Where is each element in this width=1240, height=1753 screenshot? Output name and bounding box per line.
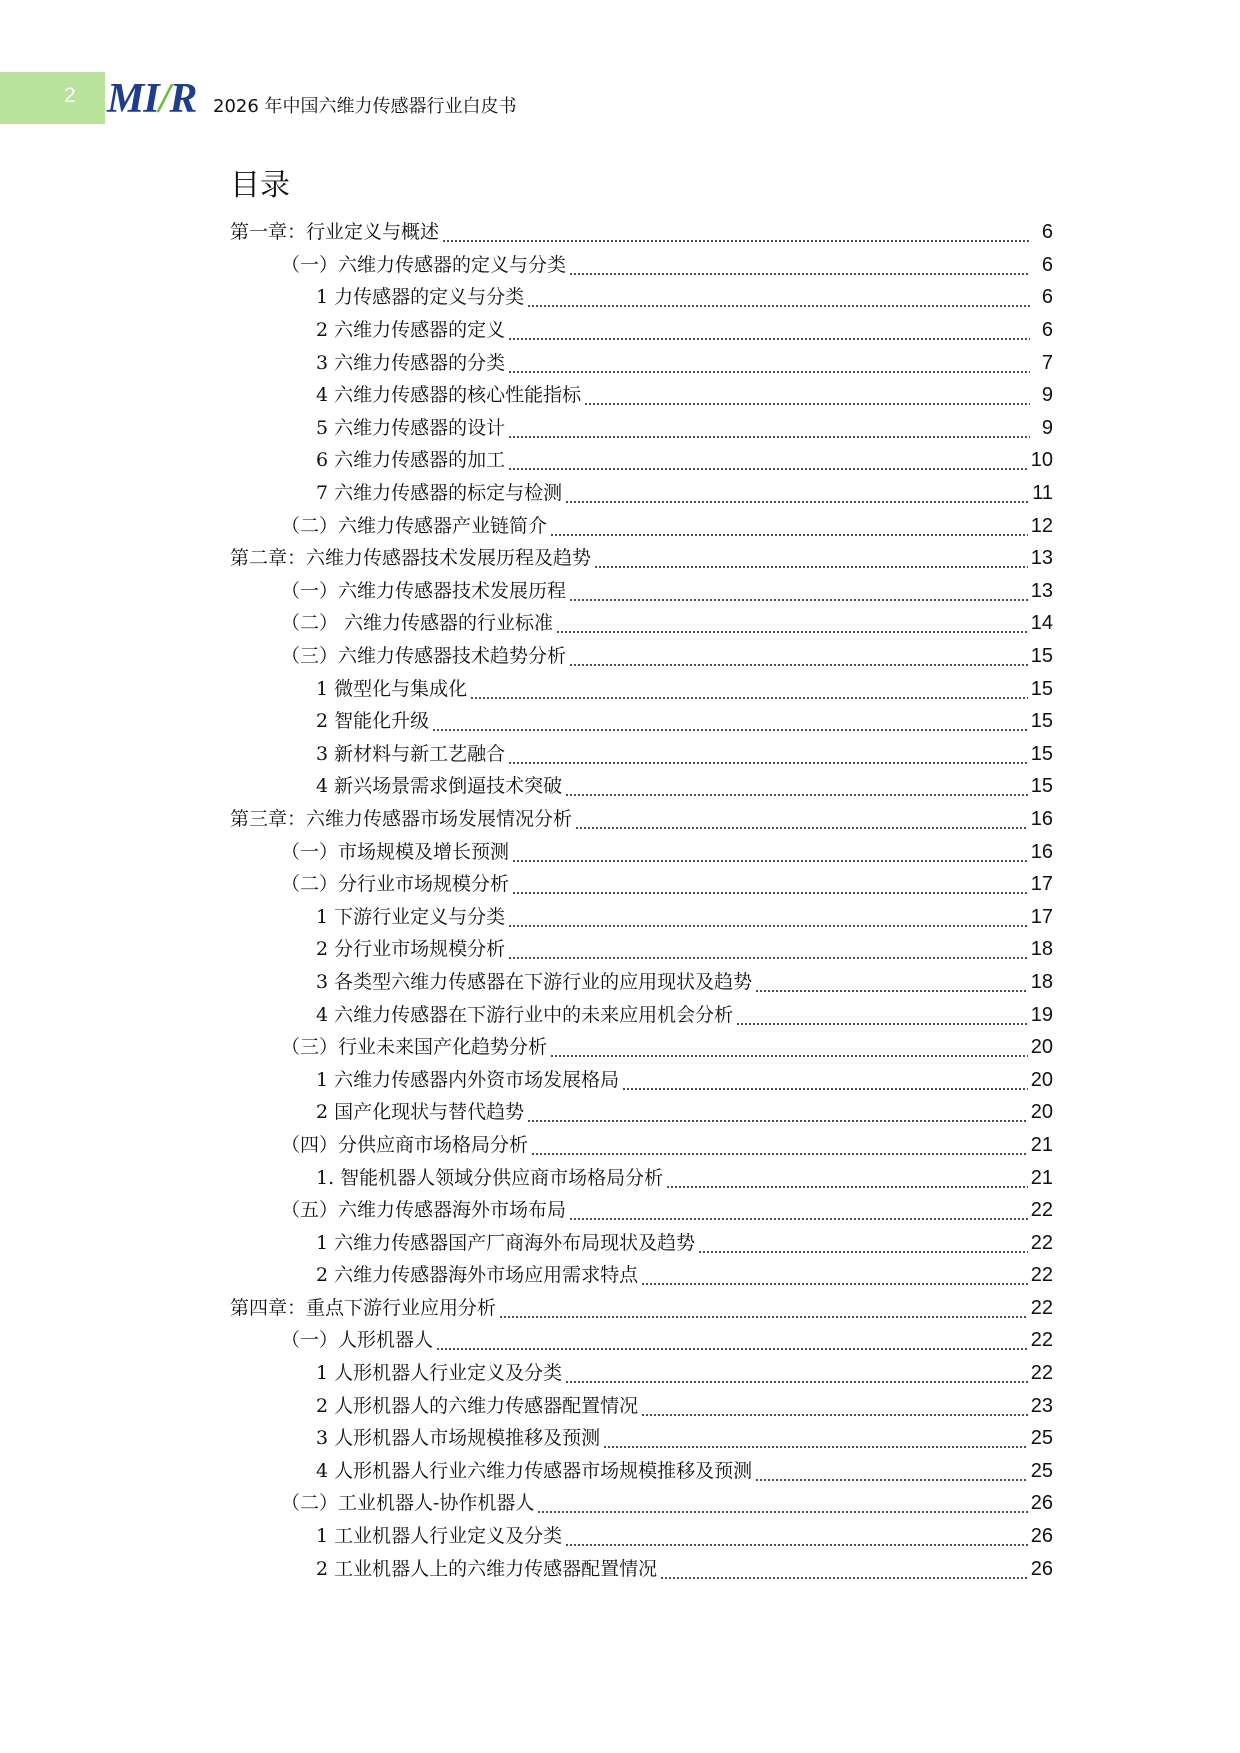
toc-entry[interactable]	[0, 1161, 1053, 1194]
dot-leader	[575, 808, 1028, 830]
toc-entry[interactable]	[0, 1259, 1053, 1292]
page-header	[0, 72, 1240, 124]
toc-entry-title: （一）六维力传感器的定义与分类	[281, 253, 567, 276]
toc-entry-page: 15	[1030, 645, 1053, 668]
document-title: 2026 年中国六维力传感器行业白皮书	[213, 96, 517, 117]
toc-entry[interactable]	[0, 933, 1053, 966]
dot-leader	[442, 221, 1030, 243]
toc-entry-page: 20	[1030, 1101, 1053, 1124]
toc-entry[interactable]	[0, 1063, 1053, 1096]
toc-entry[interactable]	[0, 444, 1053, 477]
toc-entry-page: 18	[1030, 938, 1053, 961]
toc-entry-page: 25	[1030, 1459, 1053, 1482]
toc-entry-page: 22	[1030, 1231, 1053, 1254]
toc-entry-page: 22	[1030, 1362, 1053, 1385]
toc-entry[interactable]	[0, 1194, 1053, 1227]
toc-entry-page: 22	[1030, 1329, 1053, 1352]
toc-entry-title: 第二章：六维力传感器技术发展历程及趋势	[230, 547, 592, 570]
dot-leader	[508, 938, 1028, 960]
toc-entry-page: 11	[1032, 482, 1053, 505]
toc-entry-page: 13	[1030, 579, 1053, 602]
toc-entry-page: 6	[1041, 221, 1053, 244]
toc-entry-title: 1 六维力传感器内外资市场发展格局	[316, 1068, 620, 1091]
toc-entry[interactable]	[0, 412, 1053, 445]
toc-entry-title: 第三章：六维力传感器市场发展情况分析	[230, 807, 573, 830]
mir-logo: MI/R	[107, 76, 197, 122]
toc-entry[interactable]	[0, 1129, 1053, 1162]
toc-entry-title: （三）行业未来国产化趋势分析	[281, 1036, 548, 1059]
toc-entry-page: 15	[1030, 677, 1053, 700]
toc-entry[interactable]	[0, 1552, 1053, 1585]
toc-entry-title: 3 各类型六维力传感器在下游行业的应用现状及趋势	[316, 970, 753, 993]
toc-entry-title: 2 六维力传感器的定义	[316, 319, 506, 342]
toc-entry-title: 3 新材料与新工艺融合	[316, 742, 506, 765]
toc-entry-page: 17	[1030, 873, 1053, 896]
toc-entry-page: 26	[1030, 1525, 1053, 1548]
toc-entry-page: 22	[1030, 1199, 1053, 1222]
toc-entry-page: 10	[1030, 449, 1053, 472]
toc-entry-page: 17	[1030, 905, 1053, 928]
toc-entry-page: 18	[1030, 970, 1053, 993]
toc-entry-title: 1 人形机器人行业定义及分类	[316, 1362, 563, 1385]
toc-entry[interactable]	[0, 607, 1053, 640]
toc-entry-title: 2 工业机器人上的六维力传感器配置情况	[316, 1557, 658, 1580]
toc-entry[interactable]	[0, 672, 1053, 705]
toc-entry-page: 16	[1030, 840, 1053, 863]
toc-entry-title: （四）分供应商市场格局分析	[281, 1133, 529, 1156]
toc-entry-page: 23	[1030, 1394, 1053, 1417]
dot-leader	[736, 1004, 1028, 1026]
toc-entry-title: 第一章：行业定义与概述	[230, 221, 440, 244]
toc-entry-title: 1 六维力传感器国产厂商海外布局现状及趋势	[316, 1231, 696, 1254]
toc-entry-page: 20	[1030, 1036, 1053, 1059]
toc-entry-page: 6	[1041, 319, 1053, 342]
toc-entry[interactable]	[0, 314, 1053, 347]
toc-entry[interactable]	[0, 249, 1053, 282]
toc-entry[interactable]	[0, 705, 1053, 738]
dot-leader	[499, 1297, 1028, 1319]
toc-entry-page: 25	[1030, 1427, 1053, 1450]
toc-entry-title: 1 下游行业定义与分类	[316, 905, 506, 928]
toc-entry-title: （二）工业机器人-协作机器人	[281, 1492, 535, 1515]
toc-entry[interactable]	[0, 1389, 1053, 1422]
toc-entry-page: 19	[1030, 1003, 1053, 1026]
toc-entry-page: 6	[1041, 286, 1053, 309]
toc-entry[interactable]	[0, 1226, 1053, 1259]
dot-leader	[641, 1264, 1028, 1286]
dot-leader	[569, 645, 1028, 667]
page-number-tab	[0, 72, 105, 124]
toc-entry[interactable]	[0, 868, 1053, 901]
dot-leader	[512, 841, 1028, 863]
dot-leader	[550, 1036, 1028, 1058]
dot-leader	[537, 1492, 1027, 1514]
dot-leader	[698, 1232, 1028, 1254]
toc-entry-title: 4 人形机器人行业六维力传感器市场规模推移及预测	[316, 1459, 753, 1482]
dot-leader	[556, 612, 1028, 634]
toc-entry[interactable]	[0, 1031, 1053, 1064]
dot-leader	[512, 873, 1028, 895]
toc-entry[interactable]	[0, 575, 1053, 608]
toc-entry[interactable]	[0, 770, 1053, 803]
toc-entry-title: （五）六维力传感器海外市场布局	[281, 1199, 567, 1222]
dot-leader	[565, 1525, 1028, 1547]
toc-entry[interactable]	[0, 1292, 1053, 1325]
dot-leader	[432, 710, 1028, 732]
toc-entry[interactable]	[0, 738, 1053, 771]
toc-entry[interactable]	[0, 900, 1053, 933]
dot-leader	[565, 1362, 1028, 1384]
toc-entry-title: 1 力传感器的定义与分类	[316, 286, 525, 309]
toc-entry-title: 2 国产化现状与替代趋势	[316, 1101, 525, 1124]
toc-entry-page: 20	[1030, 1068, 1053, 1091]
dot-leader	[531, 1134, 1028, 1156]
toc-entry[interactable]	[0, 1357, 1053, 1390]
dot-leader	[569, 580, 1028, 602]
toc-entry[interactable]	[0, 1324, 1053, 1357]
toc-entry-page: 22	[1030, 1296, 1053, 1319]
toc-entry[interactable]	[0, 1487, 1053, 1520]
dot-leader	[584, 384, 1030, 406]
toc-entry-page: 12	[1030, 514, 1053, 537]
toc-entry-page: 9	[1041, 384, 1053, 407]
toc-entry-page: 15	[1030, 775, 1053, 798]
toc-entry[interactable]	[0, 1422, 1053, 1455]
dot-leader	[569, 254, 1030, 276]
toc-entry-title: （一）人形机器人	[281, 1329, 434, 1352]
toc-entry-page: 7	[1041, 351, 1053, 374]
dot-leader	[660, 1558, 1028, 1580]
toc-entry-page: 15	[1030, 710, 1053, 733]
toc-entry-title: 2 智能化升级	[316, 710, 430, 733]
dot-leader	[508, 417, 1030, 439]
dot-leader	[508, 352, 1030, 374]
toc-entry-page: 21	[1030, 1133, 1053, 1156]
toc-entry-page: 21	[1030, 1166, 1053, 1189]
dot-leader	[755, 971, 1028, 993]
toc-heading: 目录	[230, 168, 290, 203]
toc-entry-title: （三）六维力传感器技术趋势分析	[281, 645, 567, 668]
page-number: 2	[64, 84, 76, 107]
dot-leader	[666, 1167, 1028, 1189]
toc-entry-title: 7 六维力传感器的标定与检测	[316, 482, 563, 505]
toc-entry-page: 13	[1030, 547, 1053, 570]
toc-entry-page: 22	[1030, 1264, 1053, 1287]
toc-entry[interactable]	[0, 542, 1053, 575]
dot-leader	[641, 1395, 1028, 1417]
toc-entry[interactable]	[0, 1455, 1053, 1488]
toc-entry-title: 1. 智能机器人领域分供应商市场格局分析	[316, 1166, 664, 1189]
toc-entry[interactable]	[0, 281, 1053, 314]
toc-entry-title: 3 人形机器人市场规模推移及预测	[316, 1427, 601, 1450]
toc-entry-title: （一）六维力传感器技术发展历程	[281, 579, 567, 602]
toc-entry-title: 1 微型化与集成化	[316, 677, 468, 700]
toc-entry-title: （二） 六维力传感器的行业标准	[281, 612, 554, 635]
dot-leader	[565, 775, 1028, 797]
toc-entry-title: 2 分行业市场规模分析	[316, 938, 506, 961]
toc-entry-title: 6 六维力传感器的加工	[316, 449, 506, 472]
toc-entry-page: 26	[1030, 1557, 1053, 1580]
toc-entry[interactable]	[0, 216, 1053, 249]
toc-entry-title: 2 人形机器人的六维力传感器配置情况	[316, 1394, 639, 1417]
dot-leader	[527, 1101, 1028, 1123]
toc-entry[interactable]	[0, 640, 1053, 673]
dot-leader	[603, 1427, 1028, 1449]
toc-entry-title: 1 工业机器人行业定义及分类	[316, 1525, 563, 1548]
toc-entry[interactable]	[0, 477, 1053, 510]
toc-entry-title: （二）六维力传感器产业链简介	[281, 514, 548, 537]
dot-leader	[508, 743, 1028, 765]
toc-entry[interactable]	[0, 509, 1053, 542]
toc-entry[interactable]	[0, 1520, 1053, 1553]
toc-entry[interactable]	[0, 346, 1053, 379]
toc-entry-title: 4 六维力传感器的核心性能指标	[316, 384, 582, 407]
toc-entry[interactable]	[0, 803, 1053, 836]
toc-entry[interactable]	[0, 835, 1053, 868]
toc-entry-page: 6	[1041, 253, 1053, 276]
toc-entry-page: 15	[1030, 742, 1053, 765]
toc-entry[interactable]	[0, 1096, 1053, 1129]
toc-entry-title: 3 六维力传感器的分类	[316, 351, 506, 374]
toc-entry-title: （二）分行业市场规模分析	[281, 873, 510, 896]
toc-entry-page: 9	[1041, 416, 1053, 439]
dot-leader	[569, 1199, 1028, 1221]
dot-leader	[527, 286, 1030, 308]
dot-leader	[470, 678, 1028, 700]
toc-entry-title: 第四章：重点下游行业应用分析	[230, 1296, 497, 1319]
toc-entry-page: 26	[1030, 1492, 1053, 1515]
toc-entry-page: 14	[1030, 612, 1053, 635]
dot-leader	[508, 449, 1028, 471]
dot-leader	[565, 482, 1029, 504]
dot-leader	[622, 1069, 1028, 1091]
toc-entry-title: 4 六维力传感器在下游行业中的未来应用机会分析	[316, 1003, 734, 1026]
toc-entry[interactable]	[0, 966, 1053, 999]
toc-entry-title: 4 新兴场景需求倒逼技术突破	[316, 775, 563, 798]
table-of-contents	[0, 216, 1240, 1585]
dot-leader	[436, 1329, 1028, 1351]
toc-entry-title: （一）市场规模及增长预测	[281, 840, 510, 863]
dot-leader	[550, 515, 1028, 537]
dot-leader	[594, 547, 1028, 569]
dot-leader	[755, 1460, 1028, 1482]
toc-entry-title: 2 六维力传感器海外市场应用需求特点	[316, 1264, 639, 1287]
dot-leader	[508, 319, 1030, 341]
toc-entry[interactable]	[0, 998, 1053, 1031]
toc-entry-title: 5 六维力传感器的设计	[316, 416, 506, 439]
toc-entry-page: 16	[1030, 807, 1053, 830]
toc-entry[interactable]	[0, 379, 1053, 412]
dot-leader	[508, 906, 1028, 928]
